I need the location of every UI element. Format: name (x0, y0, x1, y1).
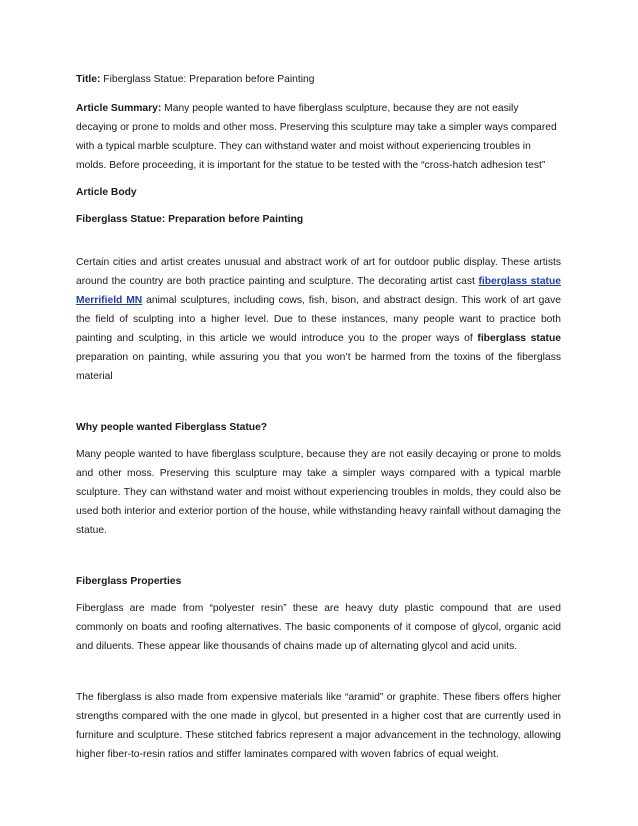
properties-heading: Fiberglass Properties (76, 576, 182, 587)
article-body-heading: Fiberglass Statue: Preparation before Painting (76, 214, 304, 225)
title-text: Fiberglass Statue: Preparation before Painting (103, 74, 315, 85)
summary-text: Many people wanted to have fiberglass sculpture, because they are not easily decaying or prone to molds and other moss. Preserving this sculpture may take a simpler ways compared with a typical marble sculpture. They can withstand water and moist without experiencing troubles in molds. Before proceeding, it is important for the statue to be tested with the “cross-hatch adhesion test” (76, 103, 557, 171)
properties-paragraph-1: Fiberglass are made from “polyester resin” these are heavy duty plastic compound that are used commonly on boats and roofing alternatives. The basic components of it compose of glycol, organic acid and diluents. These appear like thousands of chains made up of alternating glycol and acid units. (76, 603, 561, 652)
properties-paragraph-2: The fiberglass is also made from expensive materials like “aramid” or graphite. These fibers offers higher strengths compared with the one made in glycol, but presented in a higher cost that are currently used in furniture and sculpture. These stitched fabrics represent a major advancement in the technology, allowing higher fiber-to-resin ratios and stiffer laminates compared with woven fabrics of equal weight. (76, 692, 561, 760)
document-content (76, 70, 561, 764)
summary-label: Article Summary: (76, 103, 162, 114)
why-paragraph: Many people wanted to have fiberglass sculpture, because they are not easily decaying or prone to molds and other moss. Preserving this sculpture may take a simpler ways compared with a typical marble sculpture. They can withstand water and moist without experiencing troubles in molds, they could also be used both interior and exterior portion of the house, while withstanding heavy rainfall without damaging the statue. (76, 449, 561, 536)
title-line (76, 70, 561, 89)
why-heading: Why people wanted Fiberglass Statue? (76, 422, 268, 433)
title-label: Title: (76, 74, 101, 85)
article-summary (76, 99, 561, 175)
intro-bold-term: fiberglass statue (477, 333, 561, 344)
intro-part-1: Certain cities and artist creates unusual and abstract work of art for outdoor public display. These artists around the country are both practice painting and sculpture. The decorating artist cast (76, 257, 561, 287)
intro-part-2: animal sculptures, including cows, fish, bison, and abstract design. This work of art gave the field of sculpting into a higher level. Due to these instances, many people want to practice both painting and sculpting, in this article we would introduce you to the proper ways of (76, 295, 561, 344)
intro-paragraph (76, 253, 561, 386)
intro-part-3: preparation on painting, while assuring you that you won’t be harmed from the toxins of the fiberglass material (76, 352, 561, 382)
article-body-label: Article Body (76, 187, 137, 198)
fiberglass-statue-link[interactable]: fiberglass statue Merrifield MN (76, 276, 561, 306)
